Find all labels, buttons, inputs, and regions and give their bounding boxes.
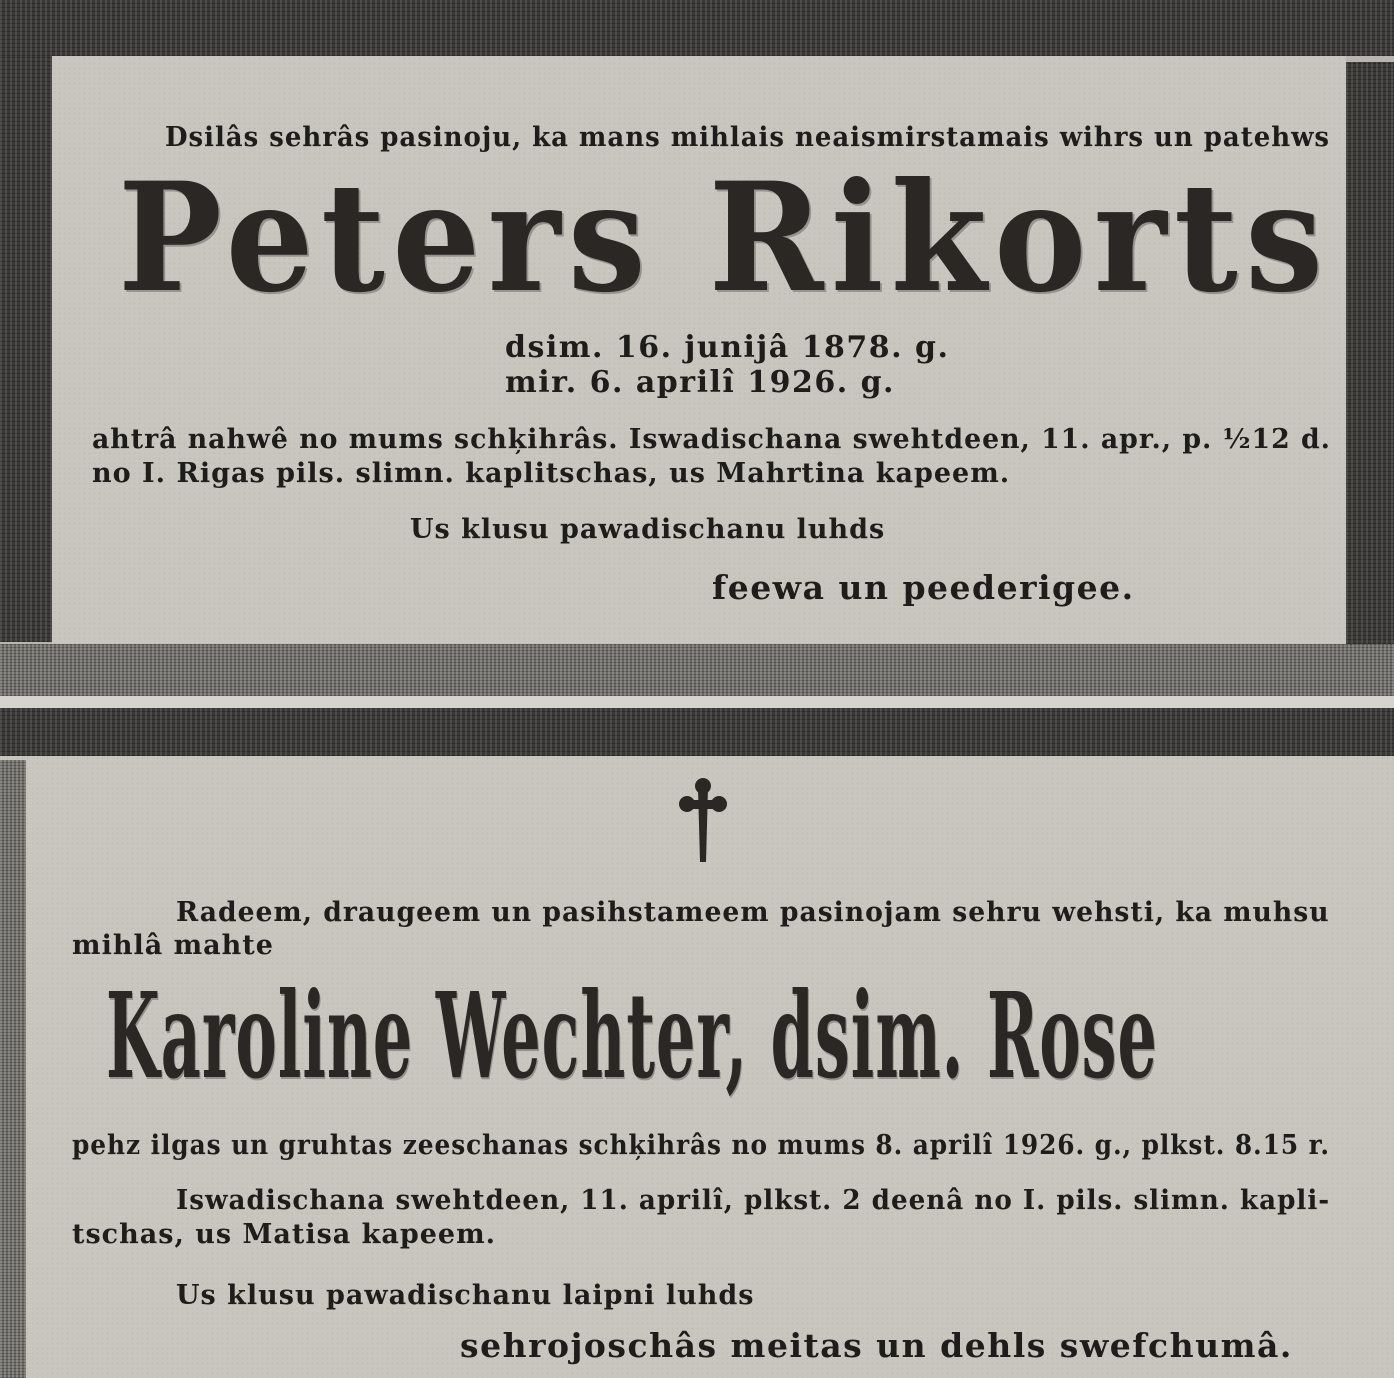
notice1-right-border <box>1346 62 1394 644</box>
separator-gap <box>0 696 1394 708</box>
notice2-left-border <box>0 760 26 1378</box>
notice2-request: Us klusu pawadischanu laipni luhds <box>176 1280 755 1311</box>
notice2-text-line1: pehz ilgas un gruhtas zeeschanas schķihrâs no mums 8. aprilî 1926. g., plkst. 8.15 r. <box>72 1130 1330 1161</box>
notice1-signature: feewa un peederigee. <box>712 568 1135 607</box>
notice1-left-border <box>0 56 52 642</box>
notice1-text-line1: ahtrâ nahwê no mums schķihrâs. Iswadischana swehtdeen, 11. apr., p. ½12 d. <box>92 424 1331 455</box>
notice2-signature: sehrojoschâs meitas un dehls swefchumâ. <box>460 1326 1293 1365</box>
notice1-born: dsim. 16. junijâ 1878. g. <box>505 330 950 365</box>
notice1-name: Peters Rikorts <box>118 150 1331 326</box>
notice1-died: mir. 6. aprilî 1926. g. <box>505 365 896 400</box>
notice2-text-line3: tschas, us Matisa kapeem. <box>72 1219 497 1250</box>
notice1-intro: Dsilâs sehrâs pasinoju, ka mans mihlais neaismirstamais wihrs un patehws <box>165 122 1331 153</box>
separator-band <box>0 644 1394 696</box>
top-border <box>0 0 1394 56</box>
cross-icon <box>676 776 730 866</box>
notice1-text-line2: no I. Rigas pils. slimn. kaplitschas, us Mahrtina kapeem. <box>92 458 1011 489</box>
notice2-intro-line2: mihlâ mahte <box>72 930 274 961</box>
notice2-name: Karoline Wechter, dsim. Rose <box>106 966 1158 1105</box>
notice2-intro-line1: Radeem, draugeem un pasihstameem pasinojam sehru wehsti, ka muhsu <box>176 897 1330 928</box>
notice1-request: Us klusu pawadischanu luhds <box>410 514 886 545</box>
notice2-top-border <box>0 708 1394 756</box>
notice2-text-line2: Iswadischana swehtdeen, 11. aprilî, plkst. 2 deenâ no I. pils. slimn. kapli- <box>176 1185 1331 1216</box>
